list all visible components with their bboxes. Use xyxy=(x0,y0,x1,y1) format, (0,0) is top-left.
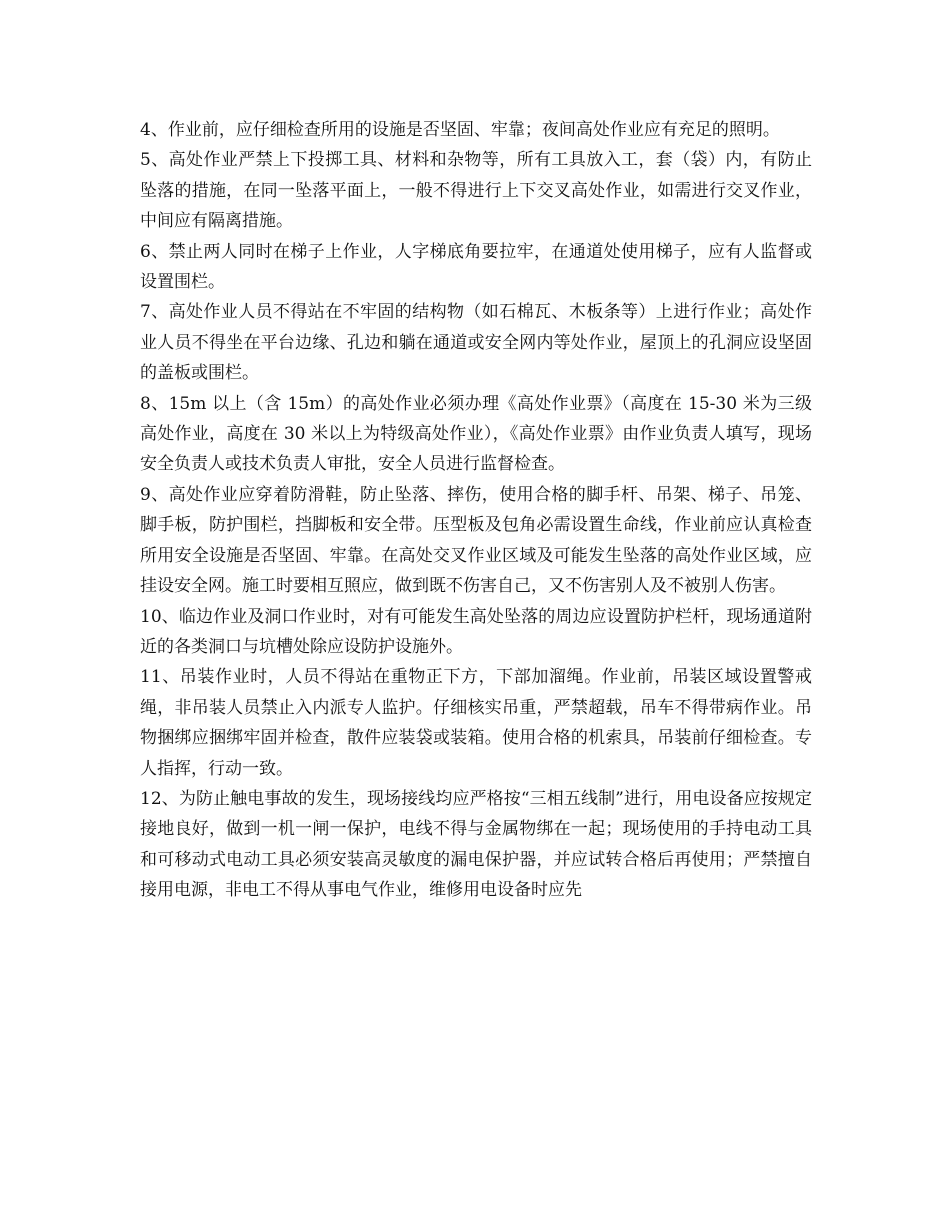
paragraph-item-6: 6、禁止两人同时在梯子上作业，人字梯底角要拉牢，在通道处使用梯子，应有人监督或设置围栏。 xyxy=(140,241,812,293)
paragraph-item-11: 11、吊装作业时，人员不得站在重物正下方，下部加溜绳。作业前，吊装区域设置警戒绳，非吊装人员禁止入内派专人监护。仔细核实吊重，严禁超载，吊车不得带病作业。吊物捆绑应捆绑牢固并检查，散件应装袋或装箱。使用合格的机索具，吊装前仔细检查。专人指挥，行动一致。 xyxy=(140,667,812,779)
paragraph-item-8: 8、15m 以上（含 15m）的高处作业必须办理《高处作业票》（高度在 15-30 米为三级高处作业，高度在 30 米以上为特级高处作业），《高处作业票》由作业负责人填写，现场安全负责人或技术负责人审批，安全人员进行监督检查。 xyxy=(140,393,812,475)
paragraph-item-5: 5、高处作业严禁上下投掷工具、材料和杂物等，所有工具放入工，套（袋）内，有防止坠落的措施，在同一坠落平面上，一般不得进行上下交叉高处作业，如需进行交叉作业，中间应有隔离措施。 xyxy=(140,150,812,232)
paragraph-item-7: 7、高处作业人员不得站在不牢固的结构物（如石棉瓦、木板条等）上进行作业；高处作业人员不得坐在平台边缘、孔边和躺在通道或安全网内等处作业，屋顶上的孔洞应设坚固的盖板或围栏。 xyxy=(140,302,812,384)
paragraph-item-12: 12、为防止触电事故的发生，现场接线均应严格按“三相五线制”进行，用电设备应按规定接地良好，做到一机一闸一保护，电线不得与金属物绑在一起；现场使用的手持电动工具和可移动式电动工具必须安装高灵敏度的漏电保护器，并应试转合格后再使用；严禁擅自接用电源，非电工不得从事电气作业，维修用电设备时应先 xyxy=(140,788,812,901)
paragraph-item-9: 9、高处作业应穿着防滑鞋，防止坠落、摔伤，使用合格的脚手杆、吊架、梯子、吊笼、脚手板，防护围栏，挡脚板和安全带。压型板及包角必需设置生命线，作业前应认真检查所用安全设施是否坚固、牢靠。在高处交叉作业区域及可能发生坠落的高处作业区域，应挂设安全网。施工时要相互照应，做到既不伤害自己，又不伤害别人及不被别人伤害。 xyxy=(140,484,812,597)
paragraph-item-4: 4、作业前，应仔细检查所用的设施是否坚固、牢靠；夜间高处作业应有充足的照明。 xyxy=(140,120,780,140)
paragraph-item-10: 10、临边作业及洞口作业时，对有可能发生高处坠落的周边应设置防护栏杆，现场通道附近的各类洞口与坑槽处除应设防护设施外。 xyxy=(140,606,812,657)
document-page xyxy=(140,115,812,906)
